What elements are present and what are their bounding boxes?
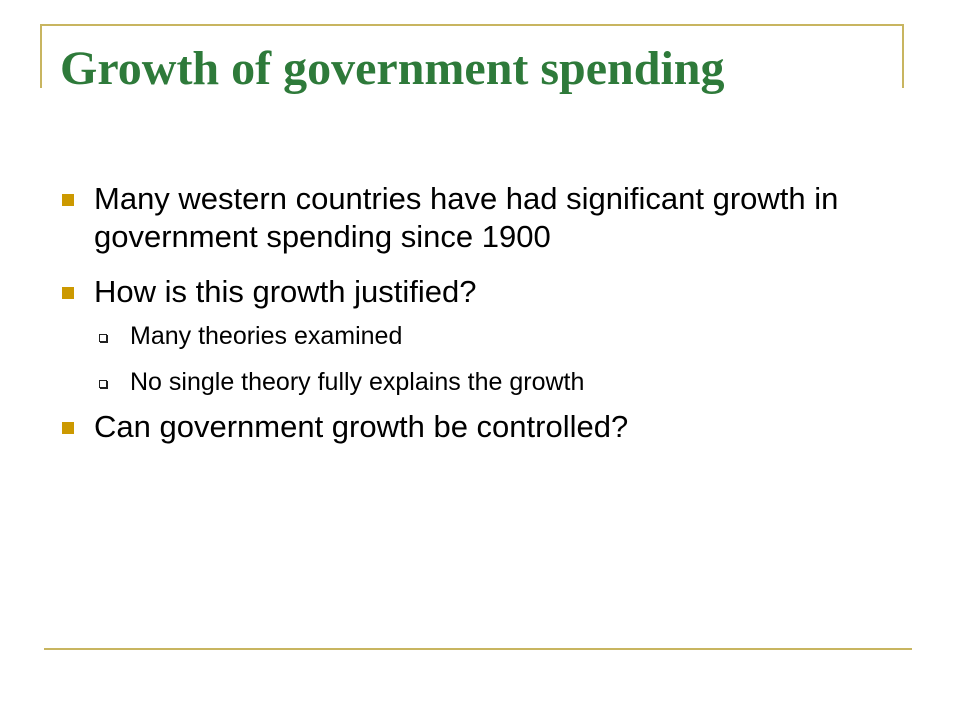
sub-bullet-item [94, 321, 880, 351]
sub-bullet-text: No single theory fully explains the growth [130, 368, 585, 396]
slide-title: Growth of government spending [60, 42, 725, 95]
bullet-list [60, 180, 880, 463]
bullet-item [60, 273, 880, 397]
hollow-square-bullet-icon [99, 334, 107, 342]
bullet-text: How is this growth justified? [94, 274, 477, 309]
square-bullet-icon [62, 194, 74, 206]
bullet-text: Can government growth be controlled? [94, 409, 629, 444]
frame-bottom-line [44, 648, 912, 650]
frame-right-line [902, 24, 904, 88]
sub-bullet-item [94, 367, 880, 397]
square-bullet-icon [62, 422, 74, 434]
frame-top-line [40, 24, 904, 26]
bullet-item [60, 180, 880, 256]
hollow-square-bullet-icon [99, 380, 107, 388]
square-bullet-icon [62, 287, 74, 299]
sub-bullet-list [94, 321, 880, 397]
frame-left-line [40, 24, 42, 88]
sub-bullet-text: Many theories examined [130, 322, 403, 350]
bullet-text: Many western countries have had significant growth in government spending since 1900 [94, 181, 839, 254]
bullet-item [60, 408, 880, 446]
